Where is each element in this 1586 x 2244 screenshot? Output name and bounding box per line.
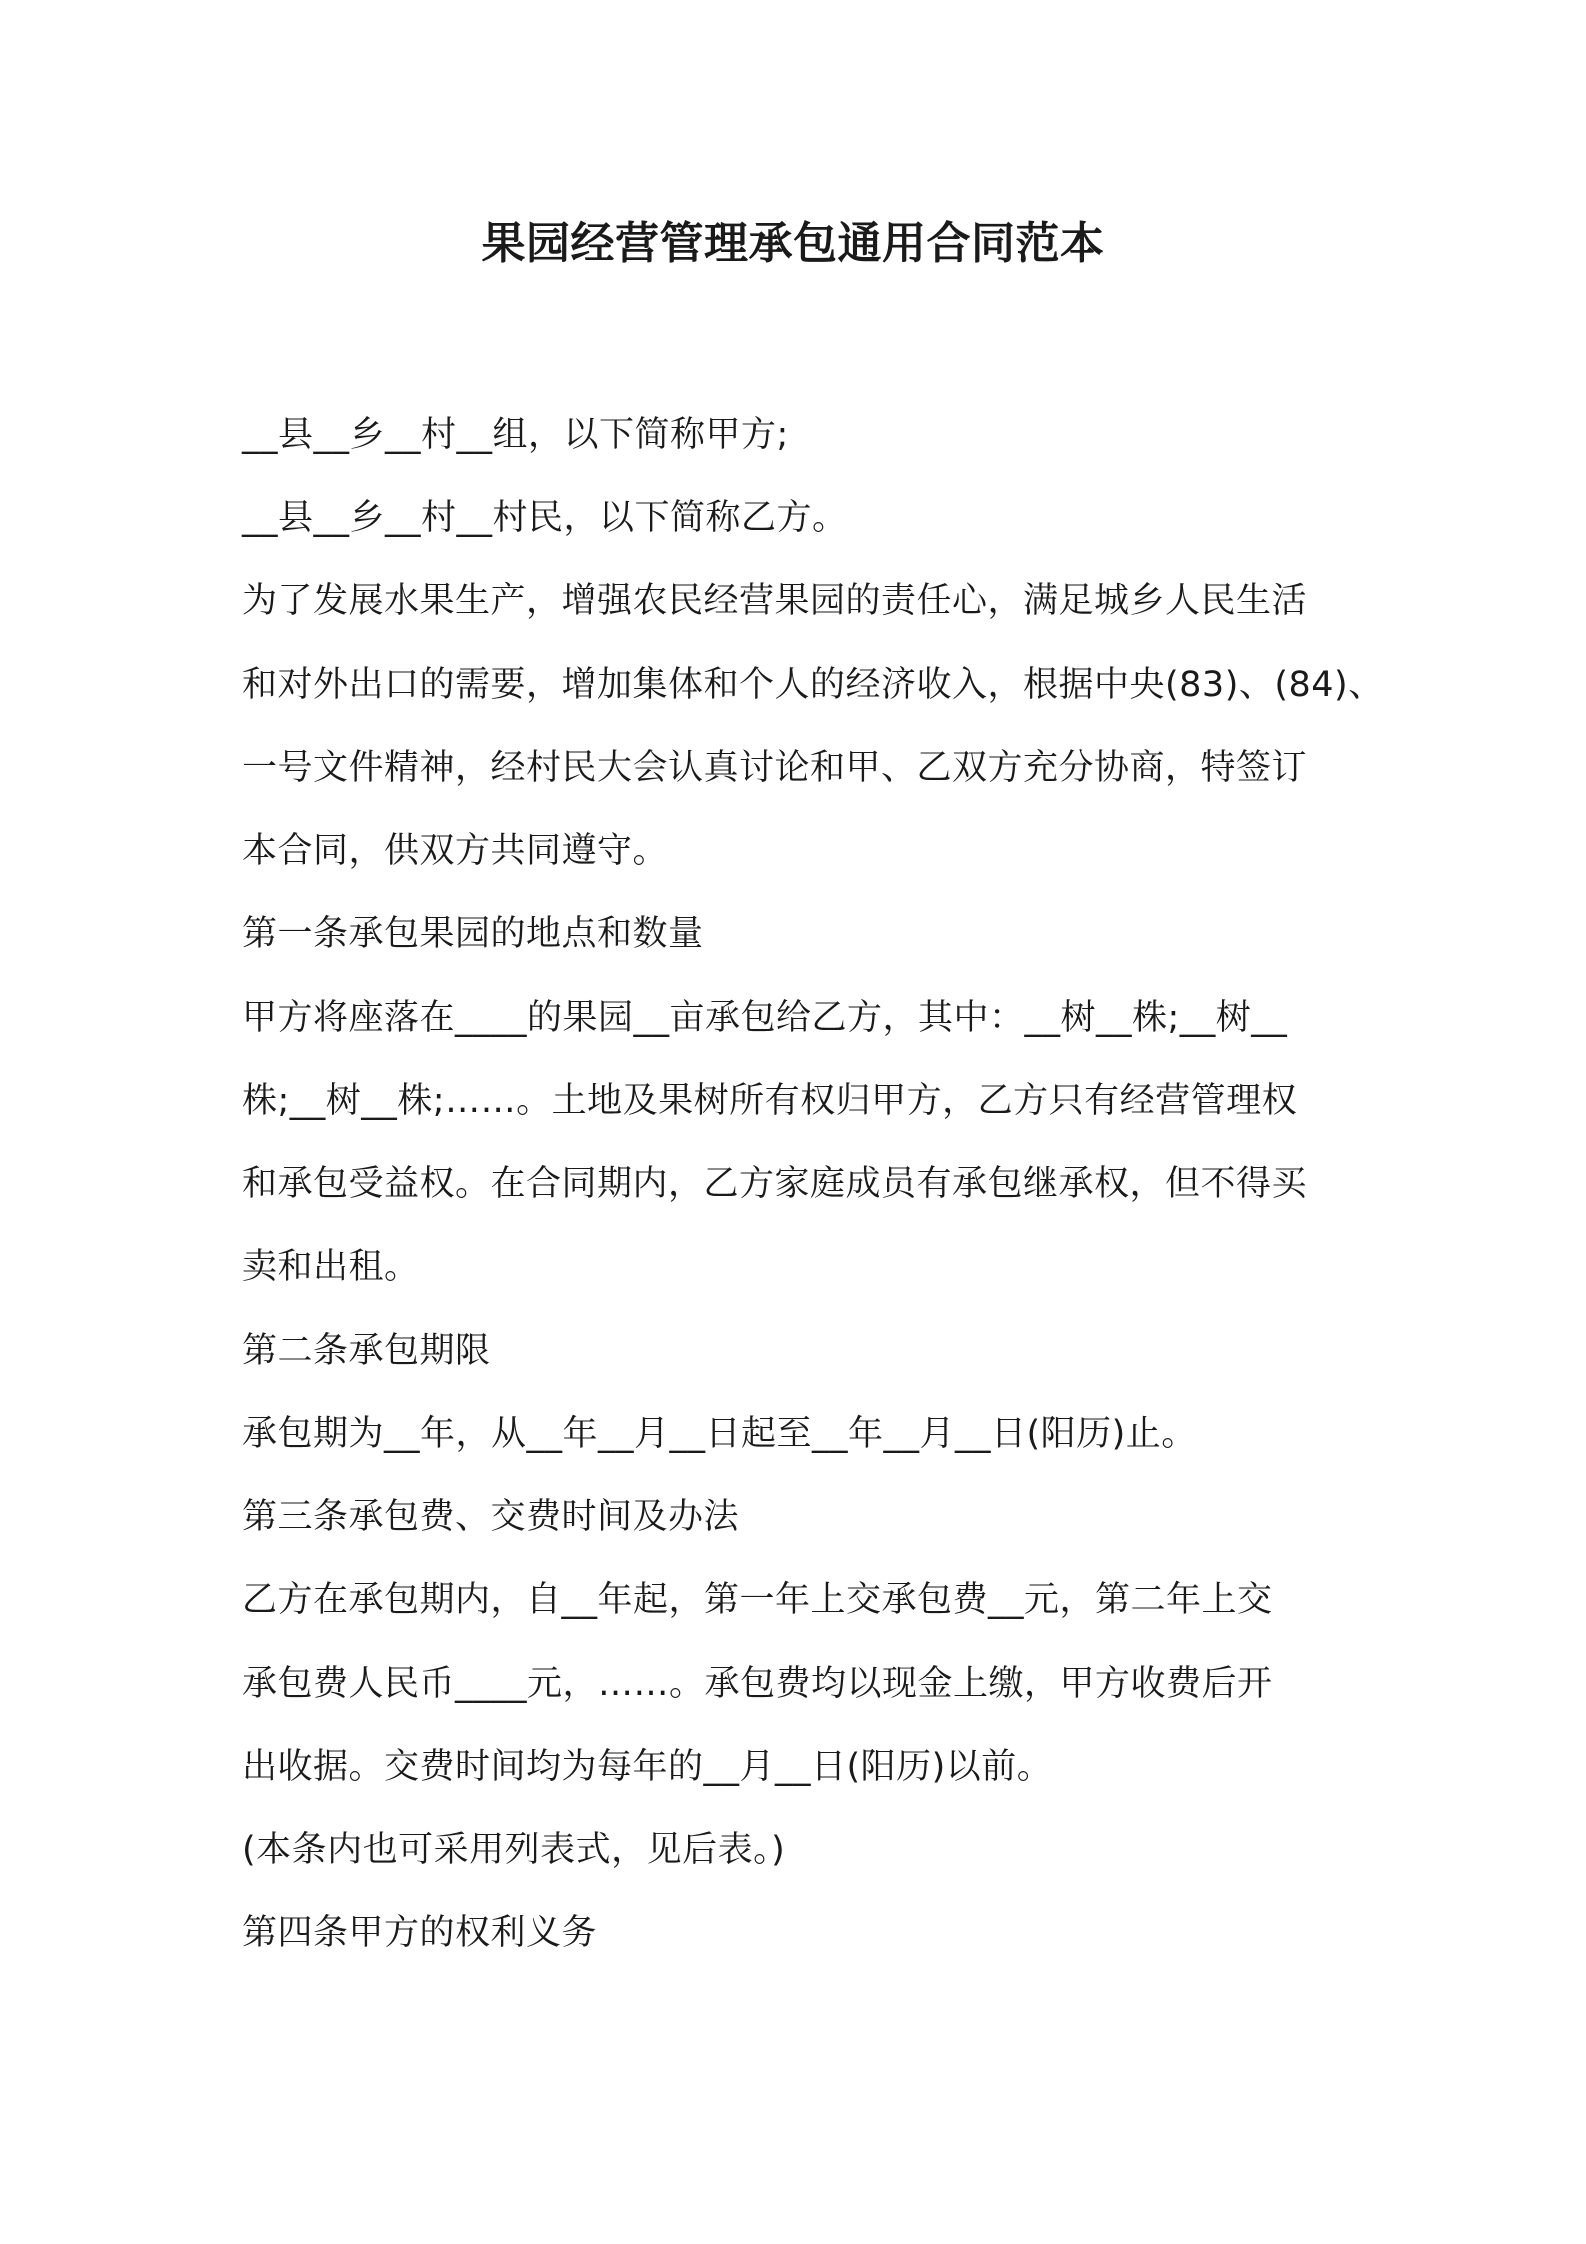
article-1-line-1: 甲方将座落在____的果园__亩承包给乙方，其中：__树__株;__树__ [242,998,1288,1038]
article-3-line-2: 承包费人民币____元，……。承包费均以现金上缴，甲方收费后开 [242,1664,1273,1704]
preamble-line-2: 和对外出口的需要，增加集体和个人的经济收入，根据中央(83)、(84)、 [242,665,1384,705]
article-1-line-2: 株;__树__株;……。土地及果树所有权归甲方，乙方只有经营管理权 [242,1081,1298,1121]
article-3-note: (本条内也可采用列表式，见后表。) [242,1830,786,1870]
document-title: 果园经营管理承包通用合同范本 [481,218,1105,269]
preamble-line-4: 本合同，供双方共同遵守。 [242,831,669,871]
article-2-heading: 第二条承包期限 [242,1331,491,1371]
preamble-line-3: 一号文件精神，经村民大会认真讨论和甲、乙双方充分协商，特签订 [242,748,1308,788]
article-1-heading: 第一条承包果园的地点和数量 [242,914,704,954]
article-1-line-4: 卖和出租。 [242,1247,420,1287]
article-4-heading: 第四条甲方的权利义务 [242,1913,598,1953]
article-3-heading: 第三条承包费、交费时间及办法 [242,1497,740,1537]
article-3-line-3: 出收据。交费时间均为每年的__月__日(阳历)以前。 [242,1747,1053,1787]
article-2-line-1: 承包期为__年，从__年__月__日起至__年__月__日(阳历)止。 [242,1414,1197,1454]
article-3-line-1: 乙方在承包期内，自__年起，第一年上交承包费__元，第二年上交 [242,1580,1273,1620]
preamble-line-1: 为了发展水果生产，增强农民经营果园的责任心，满足城乡人民生活 [242,581,1308,621]
article-1-line-3: 和承包受益权。在合同期内，乙方家庭成员有承包继承权，但不得买 [242,1164,1308,1204]
party-b-line: __县__乡__村__村民，以下简称乙方。 [242,498,848,538]
party-a-line: __县__乡__村__组，以下简称甲方; [242,415,789,455]
